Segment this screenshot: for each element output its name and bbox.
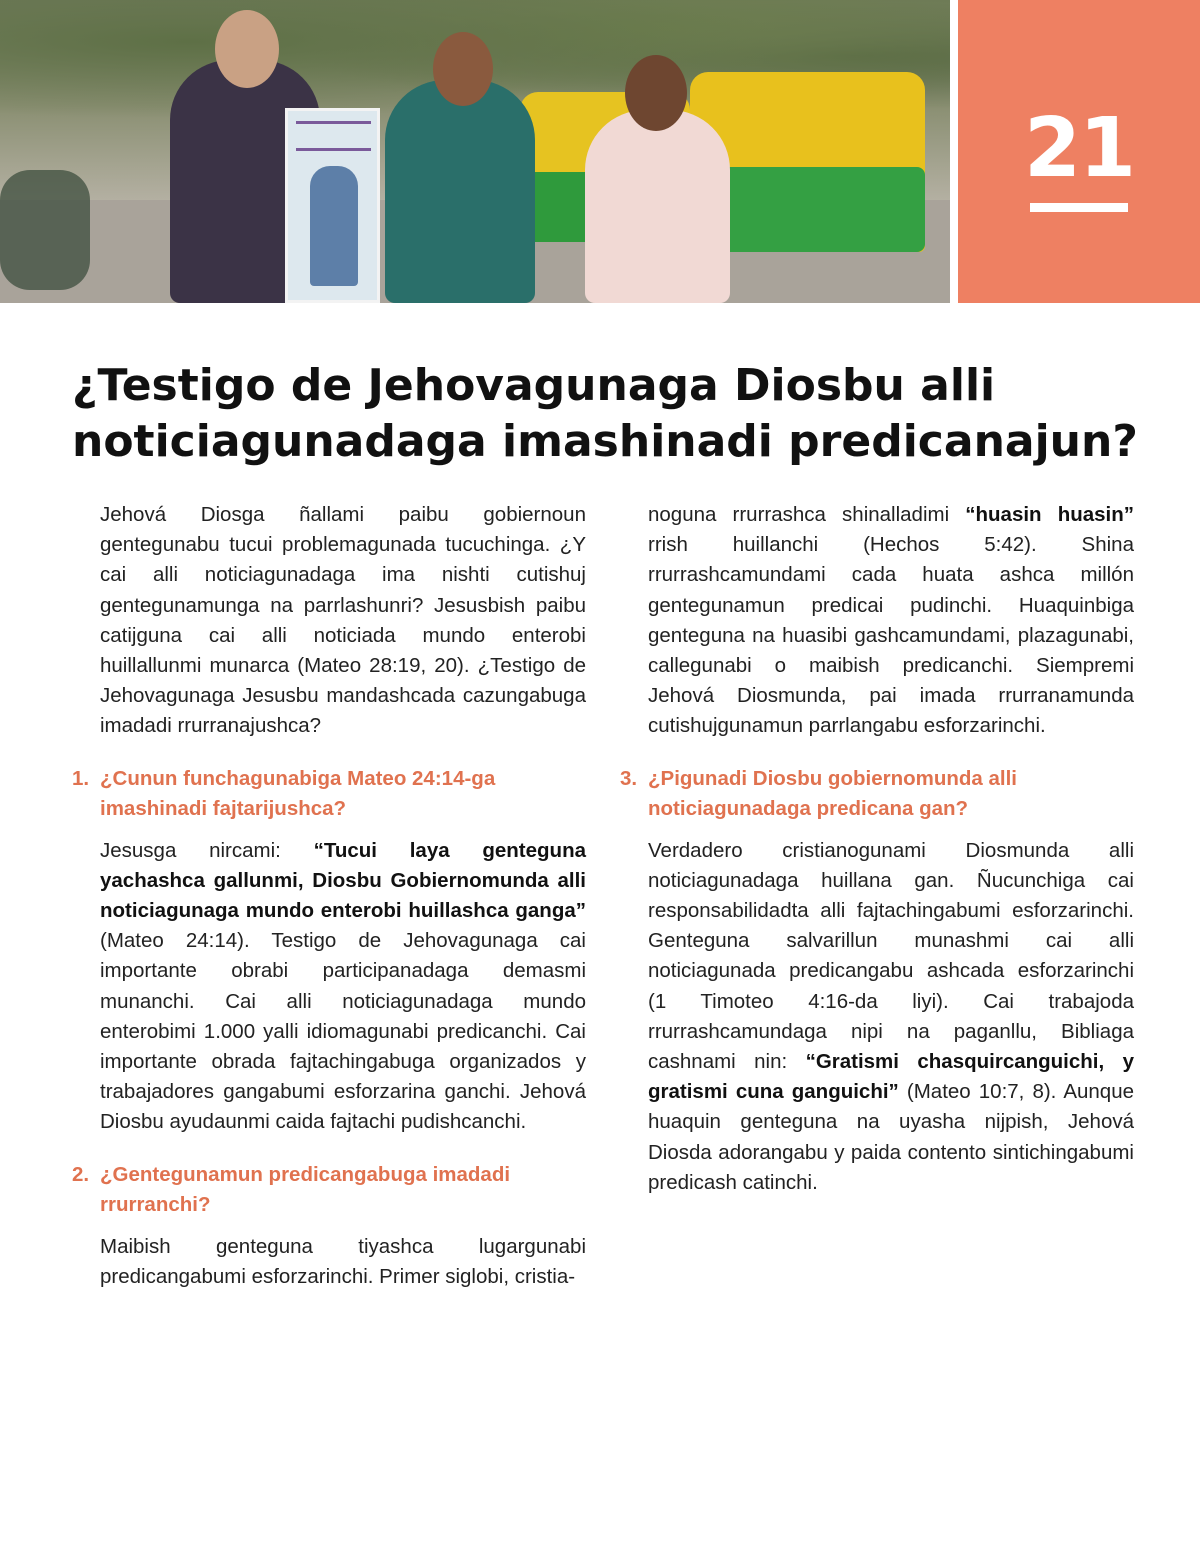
answer-2-paragraph-continued xyxy=(620,500,1134,742)
question-2 xyxy=(72,1160,586,1220)
motorbike-blur xyxy=(0,170,90,290)
answer-text: (Mateo 24:14). Testigo de Jehovagunaga cai importante obrabi participanadaga demasmi munanchi. Cai alli noticiagunadaga mundo enterobimi 1.000 yalli idiomagunabi predicanchi. Cai importante obrada fajtachingabuga organizados y trabajadores gangabumi esforzarina ganchi. Jehová Diosbu ayudaunmi caida fajtachi pudishcanchi. xyxy=(100,929,586,1134)
literature-cart-poster xyxy=(285,108,380,303)
bible-quote: “Gratismi chasquircanguichi, y gratismi cuna ganguichi” xyxy=(648,1050,1134,1104)
question-text: ¿Gentegunamun predicangabuga imadadi rrurranchi? xyxy=(100,1162,511,1216)
answer-text: noguna rrurrashca shinalladimi xyxy=(648,503,966,526)
badge-underline xyxy=(1030,203,1128,212)
answer-text: (Mateo 10:7, 8). Aunque huaquin genteguna na uyasha nijpish, Jehová Diosda adorangabu y paida contento sintichingabumi predicash catinchi. xyxy=(648,1080,1134,1194)
answer-2-paragraph-start: Maibish genteguna tiyashca lugargunabi predicangabumi esforzarinchi. Primer siglobi, cristia- xyxy=(100,1234,586,1288)
question-number: 3. xyxy=(620,766,638,790)
right-column xyxy=(620,500,1134,1198)
question-text: ¿Cunun funchagunabiga Mateo 24:14-ga imashinadi fajtarijushca? xyxy=(100,766,496,820)
question-number: 1. xyxy=(72,766,90,790)
woman-middle xyxy=(385,80,535,303)
intro-paragraph: Jehová Diosga ñallami paibu gobiernoun gentegunabu tucui problemagunada tucuchinga. ¿Y cai alli noticiagunadaga ima nishti cutishuj gentegunamunga na parrlashunri? Jesusbish paibu catijguna cai alli noticiada mundo enterobi huillallunmi munarca (Mateo 28:19, 20). ¿Testigo de Jehovagunaga Jesusbu mandashcada cazungabuga imadadi rrurranajushca? xyxy=(100,503,586,738)
question-text: ¿Pigunadi Diosbu gobiernomunda alli noticiagunadaga predicana gan? xyxy=(648,766,1017,820)
question-3 xyxy=(620,764,1134,824)
question-number: 2. xyxy=(72,1162,90,1186)
lesson-number-badge xyxy=(958,0,1200,303)
answer-3-paragraph xyxy=(620,836,1134,1198)
answer-text: rrish huillanchi (Hechos 5:42). Shina rrurrashcamundami cada huata ashca millón gentegunamun predicai pudinchi. Huaquinbiga genteguna na huasibi gashcamundami, plazagunabi, callegunabi o maibish predicanchi. Siempremi Jehová Diosmunda, pai imada rrurranamunda cutishujgunamun parrlangabu esforzarinchi. xyxy=(648,533,1134,738)
left-column xyxy=(72,500,586,1292)
hero-photo xyxy=(0,0,950,303)
bible-quote: “Tucui laya genteguna yachashca gallunmi, Diosbu Gobiernomunda alli noticiagunaga mundo enterobi huillashca ganga” xyxy=(100,838,586,923)
question-1 xyxy=(72,764,586,824)
bible-quote: “huasin huasin” xyxy=(965,503,1135,526)
answer-1-paragraph xyxy=(72,836,586,1138)
answer-text: Jesusga nircami: xyxy=(100,838,314,862)
lesson-number: 21 xyxy=(1023,101,1135,196)
answer-text: Verdadero cristianogunami Diosmunda alli noticiagunadaga huillana gan. Ñucunchiga cai responsabilidadta alli fajtachingabumi esforzarinchi. Genteguna salvarillun munashmi cai alli noticiagunada predicangabu ashcada esforzarinchi (1 Timoteo 4:16-da liyi). Cai trabajoda rrurrashcamundaga nipi na paganllu, Bibliaga cashnami nin: xyxy=(648,838,1134,1074)
man-right xyxy=(585,110,730,303)
page-title: ¿Testigo de Jehovagunaga Diosbu alli noticiagunadaga imashinadi predicanajun? xyxy=(72,360,1138,467)
